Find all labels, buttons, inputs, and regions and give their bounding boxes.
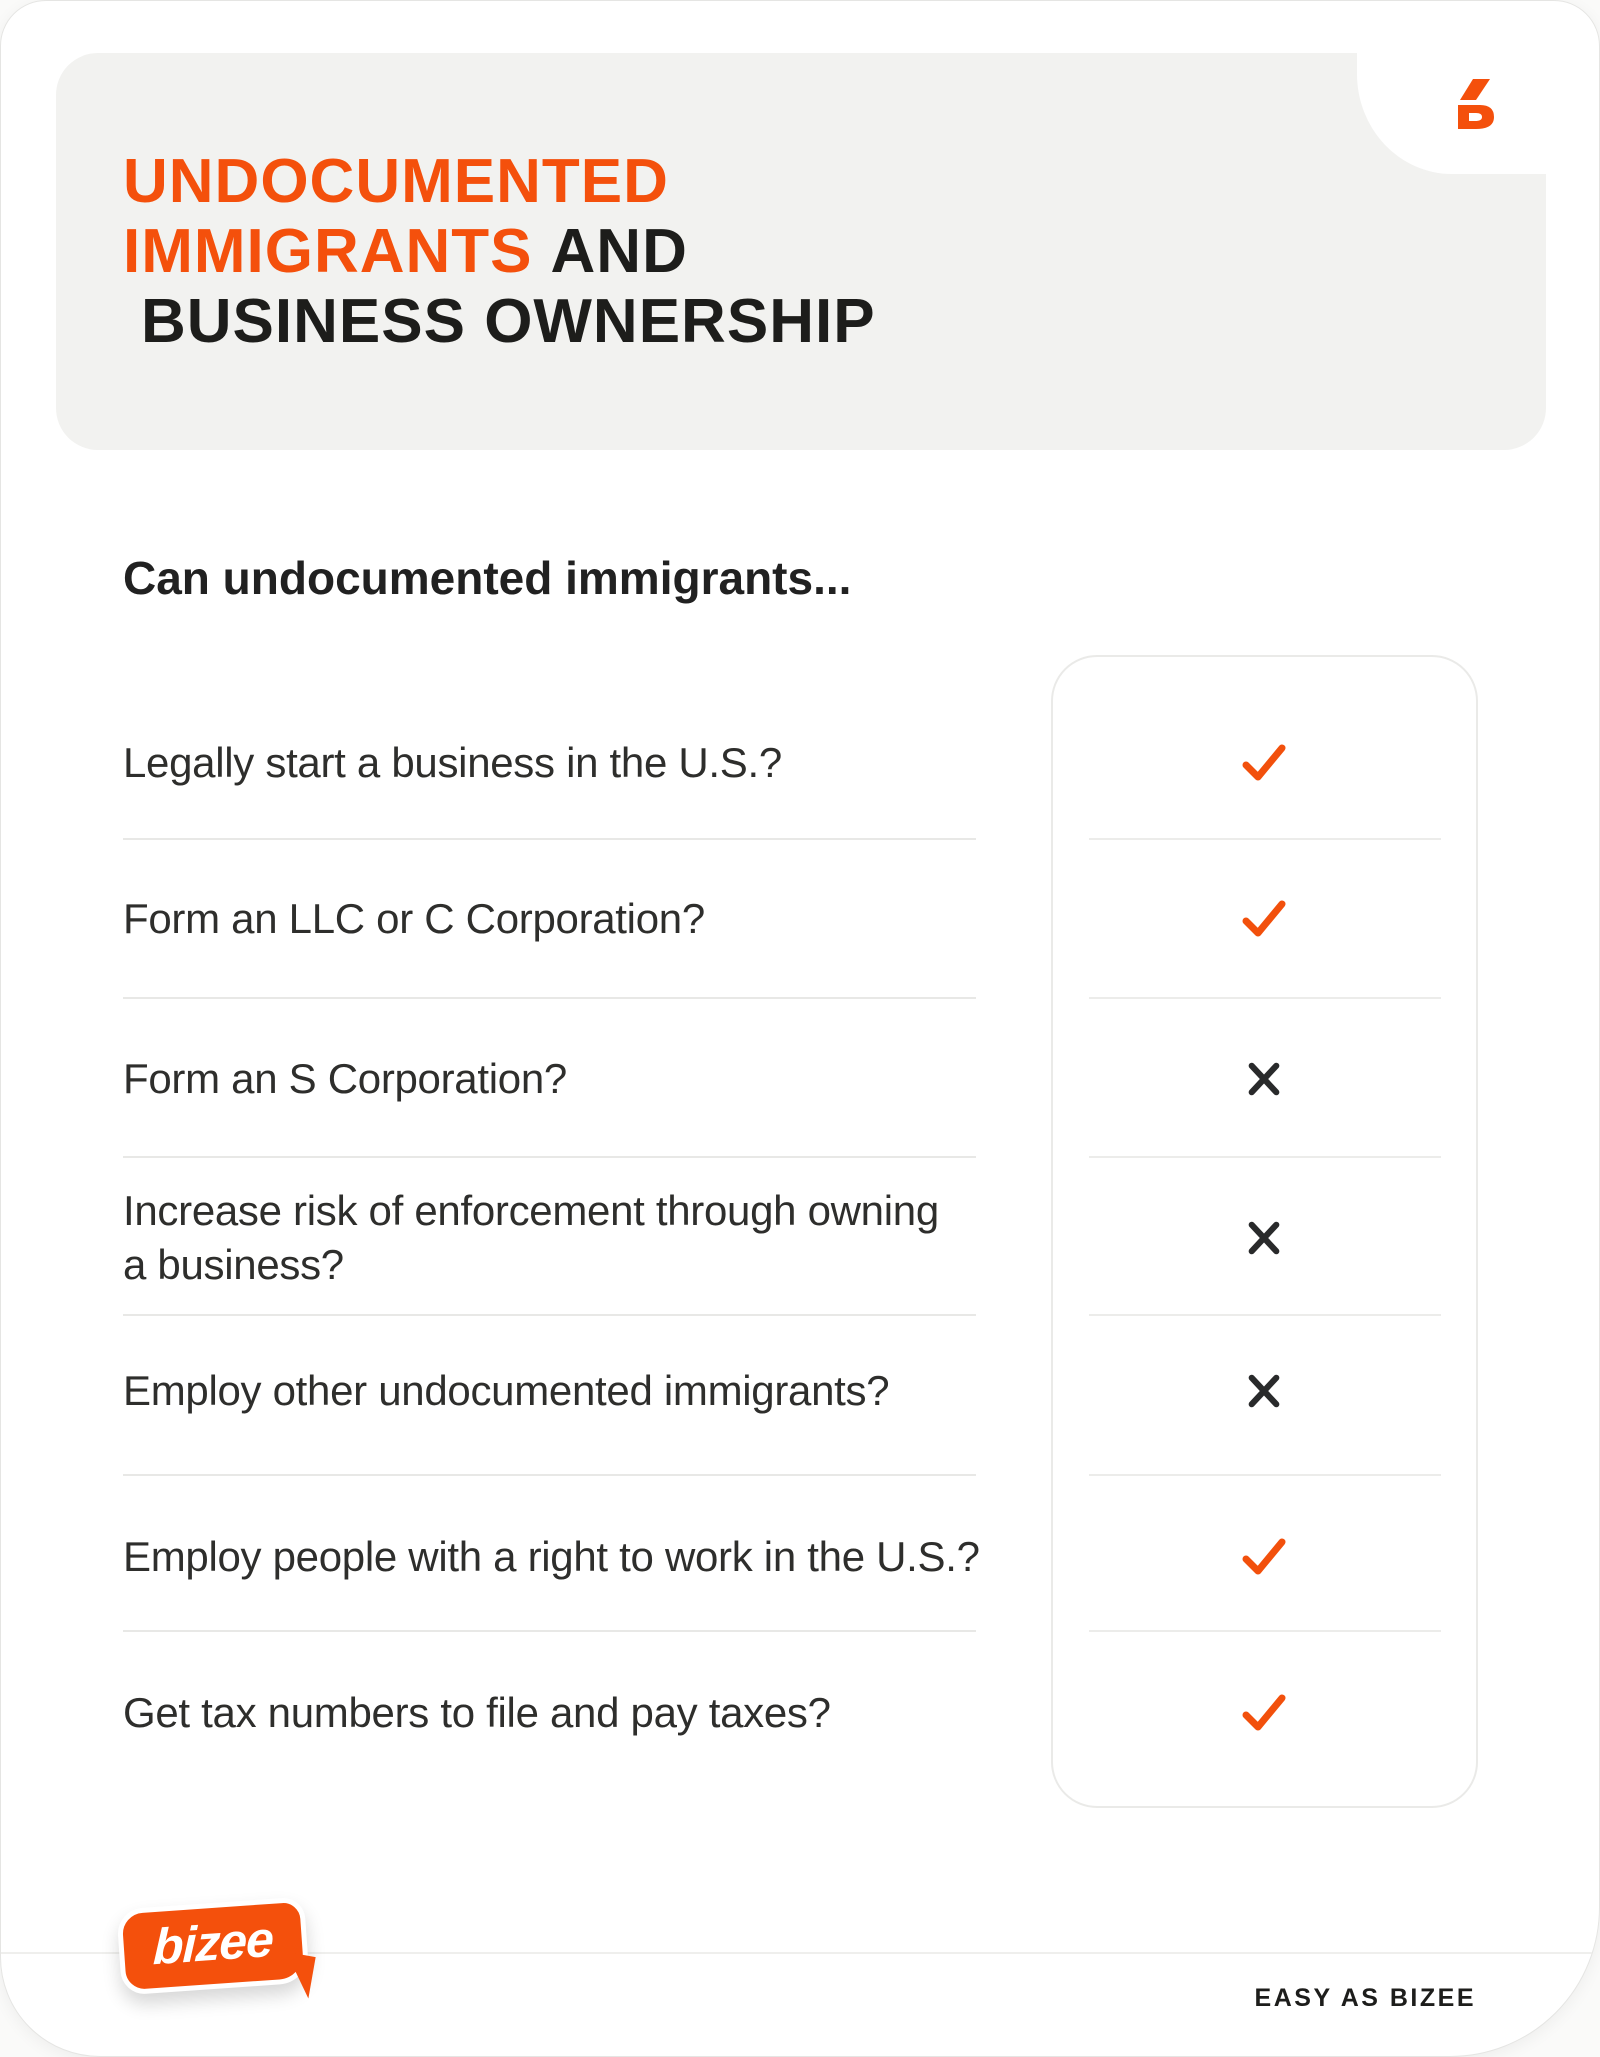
tagline: EASY AS BIZEE [1254,1984,1476,2012]
title-text-orange: UNDOCUMENTED [123,147,669,216]
row-divider [123,1314,976,1316]
row-divider [123,838,976,840]
x-icon [1241,1370,1287,1412]
title-line-2 [123,217,876,287]
card-row-divider [1089,838,1441,840]
row-divider [123,997,976,999]
row-divider [123,1474,976,1476]
question-text: Employ other undocumented immigrants? [123,1367,890,1414]
title-text-dark: BUSINESS OWNERSHIP [141,287,876,356]
list-heading: Can undocumented immigrants... [123,552,852,604]
title-text-orange: IMMIGRANTS [123,217,533,286]
card-row-divider [1089,1314,1441,1316]
card-row-divider [1089,1474,1441,1476]
question-text: Form an LLC or C Corporation? [123,895,705,942]
bizee-logo-wordmark: bizee [152,1910,274,1976]
card-row-divider [1089,997,1441,999]
bizee-b-mark-icon [1445,79,1495,131]
check-icon [1241,1692,1287,1734]
question-text: Form an S Corporation? [123,1055,567,1102]
bizee-logo [116,1897,310,1996]
check-icon [1241,898,1287,940]
title-line-3 [123,287,876,357]
x-icon [1241,1217,1287,1259]
check-icon [1241,742,1287,784]
question-text: Get tax numbers to file and pay taxes? [123,1689,831,1736]
question-text: Legally start a business in the U.S.? [123,739,782,786]
x-icon [1241,1058,1287,1100]
bizee-logo-tail [279,1952,316,1999]
title-line-1 [123,147,876,217]
page-title [123,147,876,357]
title-text-dark: AND [550,217,688,286]
card-row-divider [1089,1156,1441,1158]
question-text: Employ people with a right to work in the U.S.? [123,1533,980,1580]
check-icon [1241,1536,1287,1578]
card-row-divider [1089,1630,1441,1632]
row-divider [123,1156,976,1158]
row-divider [123,1630,976,1632]
question-text: Increase risk of enforcement through owning a business? [123,1187,939,1288]
